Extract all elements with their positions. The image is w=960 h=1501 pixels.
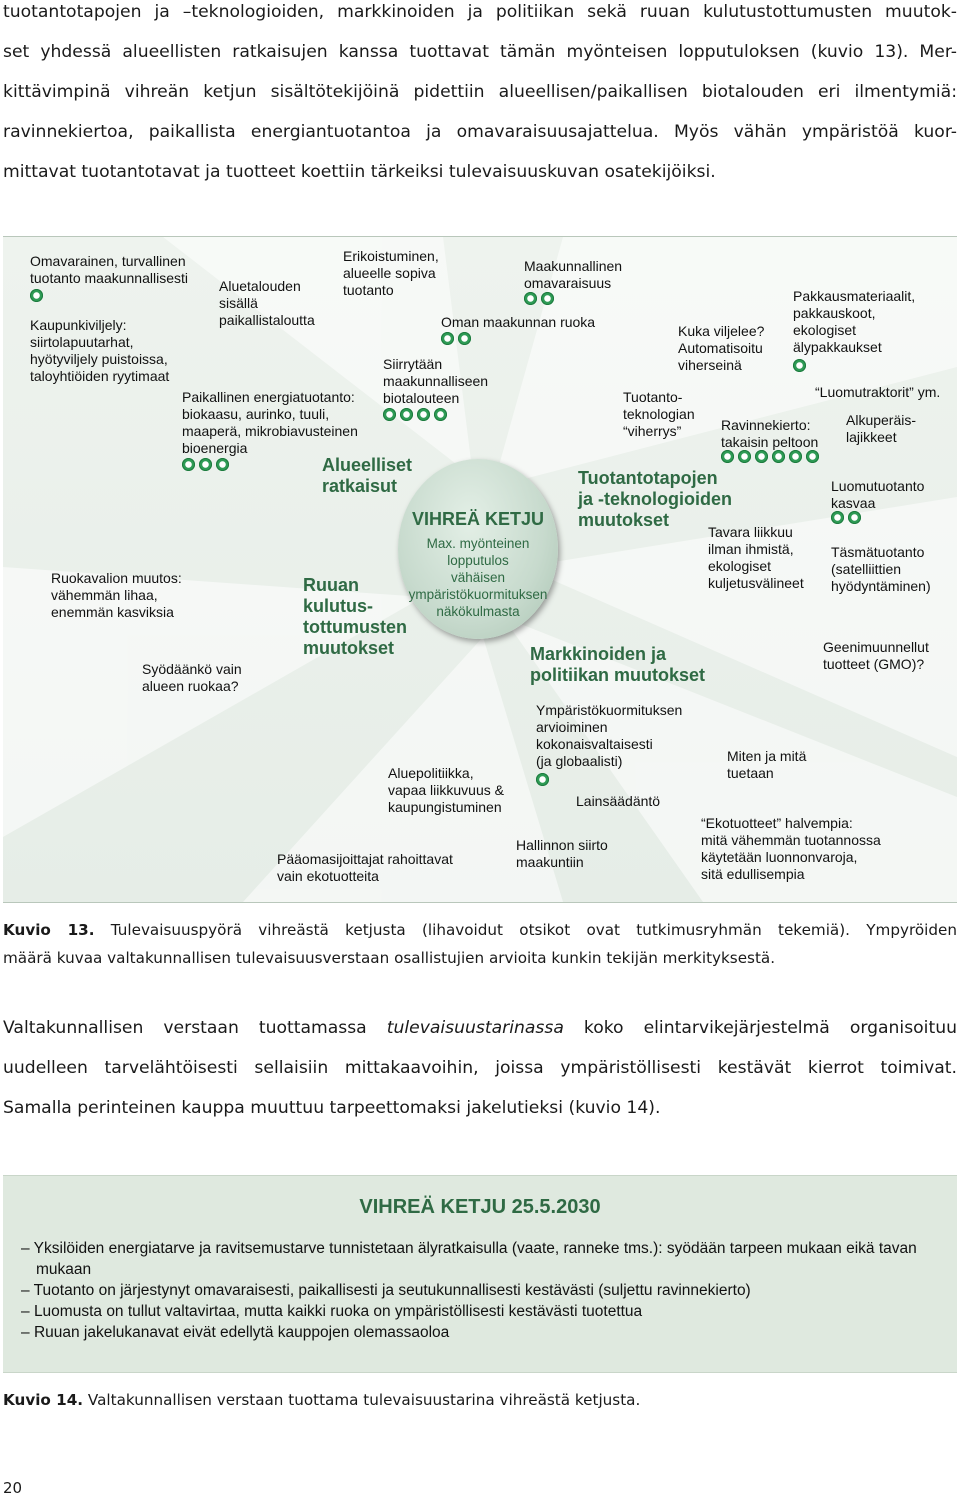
importance-dots (536, 773, 549, 786)
factor-label: Ympäristökuormituksen arvioiminen kokonaisvaltaisesti (ja globaalisti) (536, 702, 683, 769)
center-subtitle: Max. myönteinen lopputulos vähäisen ympäristökuormituksen näkökulmasta (408, 536, 548, 619)
factor-label: Ruokavalion muutos: vähemmän lihaa, enemmän kasviksia (51, 570, 182, 620)
text-line: uudelleen tarvelähtöisesti sellaisiin mittakaavoihin, joissa ympäristöllisesti kestävät kierrot toimivat. (3, 1058, 957, 1078)
figure13-caption (3, 916, 957, 972)
future-wheel-figure (3, 236, 957, 903)
text-line: kittävimpinä vihreän ketjun sisältötekijöinä pidettiin alueellisen/paikallisen biotalouden eri ilmentymiä: (3, 82, 957, 102)
heading-production-methods: Tuotantotapojen ja -teknologioiden muutokset (578, 468, 733, 530)
factor-label: Erikoistuminen, alueelle sopiva tuotanto (343, 248, 439, 298)
factor-label: Tuotanto- teknologian “viherrys” (623, 389, 695, 439)
caption-text: määrä kuvaa valtakunnallisen tulevaisuusverstaan osallistujien arvioita kunkin tekijän merkityksestä. (3, 949, 776, 967)
list-item: – Ruuan jakelukanavat eivät edellytä kauppojen olemassaoloa (21, 1322, 941, 1343)
factor-label: Syödäänkö vain alueen ruokaa? (142, 661, 242, 694)
factor-label: Siirrytään maakunnalliseen biotalouteen (383, 356, 489, 406)
green-chain-2030-box (3, 1175, 957, 1373)
heading-regional-solutions: Alueelliset ratkaisut (322, 455, 413, 496)
list-item: – Luomusta on tullut valtavirtaa, mutta kaikki ruoka on ympäristöllisesti kestävästi tuotettua (21, 1301, 941, 1322)
text-line: set yhdessä alueellisten ratkaisujen kanssa tuottavat tämän myönteisen lopputuloksen (kuvio 13). Mer- (3, 42, 957, 62)
factor-label: Hallinnon siirto maakuntiin (516, 837, 608, 870)
factor-label: Tavara liikkuu ilman ihmistä, ekologiset kuljetusvälineet (708, 524, 804, 591)
factor-label: Kuka viljelee? Automatisoitu viherseinä (678, 323, 765, 373)
body-paragraph: Valtakunnallisen verstaan tuottamassa tulevaisuustarinassa koko elintarvikejärjestelmä organisoituu uudelleen tarvelähtöisesti sellaisiin mittakaavoihin, joissa ympäristöllisesti kestävät kierrot toimivat. Samalla perinteinen kauppa muuttuu tarpeettomaksi jakelutieksi (kuvio 14). (3, 1008, 957, 1128)
box-title: VIHREÄ KETJU 25.5.2030 (359, 1196, 601, 1218)
importance-dots (831, 511, 861, 524)
caption-text: Valtakunnallisen verstaan tuottama tulevaisuustarina vihreästä ketjusta. (83, 1391, 641, 1409)
factor-label: Paikallinen energiatuotanto: biokaasu, aurinko, tuuli, maaperä, mikrobiavusteinen bioenergia (182, 389, 358, 456)
caption-label: Kuvio 13. (3, 921, 95, 939)
heading-market-politics: Markkinoiden ja politiikan muutokset (530, 644, 706, 685)
factor-label: Aluetalouden sisällä paikallistaloutta (219, 278, 315, 328)
text-line: Samalla perinteinen kauppa muuttuu tarpeettomaksi jakelutieksi (kuvio 14). (3, 1098, 661, 1118)
green-chain-circle (398, 459, 558, 639)
heading-consumption-habits: Ruuan kulutus- tottumusten muutokset (303, 575, 407, 658)
importance-dots (524, 292, 554, 305)
importance-dots (441, 332, 471, 345)
factor-label: Luomutuotanto kasvaa (831, 478, 925, 511)
factor-label: Miten ja mitä tuetaan (727, 748, 807, 781)
factor-label: Ravinnekierto: takaisin peltoon (721, 417, 819, 450)
factor-label: Geenimuunnellut tuotteet (GMO)? (823, 639, 929, 672)
factor-label: Kaupunkiviljely: siirtolapuutarhat, hyötyviljely puistoissa, taloyhtiöiden ryytimaat (30, 317, 170, 384)
factor-label: Aluepolitiikka, vapaa liikkuvuus & kaupungistuminen (388, 765, 504, 815)
factor-label: Maakunnallinen omavaraisuus (524, 258, 623, 291)
story-list (21, 1238, 941, 1343)
center-title: VIHREÄ KETJU (411, 509, 545, 529)
factor-label: Alkuperäis- lajikkeet (846, 412, 917, 445)
list-item: – Yksilöiden energiatarve ja ravitsemustarve tunnistetaan älyratkaisulla (vaate, ranneke tms.): syödään tarpeen mukaan eikä tavan mukaan (21, 1238, 941, 1280)
text-line: ravinnekiertoa, paikallista energiantuotantoa ja omavaraisuusajattelua. Myös vähän ympäristöä kuor- (3, 122, 957, 142)
importance-dots (793, 359, 806, 372)
importance-dots (383, 408, 447, 421)
factor-label: Täsmätuotanto (satelliittien hyödyntäminen) (831, 544, 931, 594)
page-number: 20 (3, 1479, 23, 1497)
text-line: tuotantotapojen ja –teknologioiden, markkinoiden ja politiikan sekä ruuan kulutustottumusten muutok- (3, 2, 957, 22)
importance-dots (721, 450, 819, 463)
factor-label: Oman maakunnan ruoka (441, 314, 596, 330)
importance-dots (182, 458, 229, 471)
caption-text: Tulevaisuuspyörä vihreästä ketjusta (lihavoidut otsikot ovat tutkimusryhmän tekemiä). Ympyröiden (94, 921, 957, 939)
importance-dots (30, 289, 43, 302)
factor-label: Pääomasijoittajat rahoittavat vain ekotuotteita (277, 851, 453, 884)
factor-label: “Luomutraktorit” ym. (815, 384, 941, 400)
factor-label: Omavarainen, turvallinen tuotanto maakunnallisesti (30, 253, 188, 286)
text-line: mittavat tuotantotavat ja tuotteet koettiin tärkeiksi tulevaisuuskuvan osatekijöiksi. (3, 162, 716, 182)
intro-paragraph (3, 0, 957, 192)
factor-label: “Ekotuotteet” halvempia: mitä vähemmän tuotannossa käytetään luonnonvaroja, sitä edullisempia (701, 815, 881, 882)
factor-label: Pakkausmateriaalit, pakkauskoot, ekologiset älypakkaukset (793, 288, 916, 355)
figure14-caption (3, 1386, 957, 1414)
factor-label: Lainsäädäntö (576, 793, 661, 809)
list-item: – Tuotanto on järjestynyt omavaraisesti, paikallisesti ja seutukunnallisesti kestävästi (suljettu ravinnekierto) (21, 1280, 941, 1301)
caption-label: Kuvio 14. (3, 1391, 84, 1409)
